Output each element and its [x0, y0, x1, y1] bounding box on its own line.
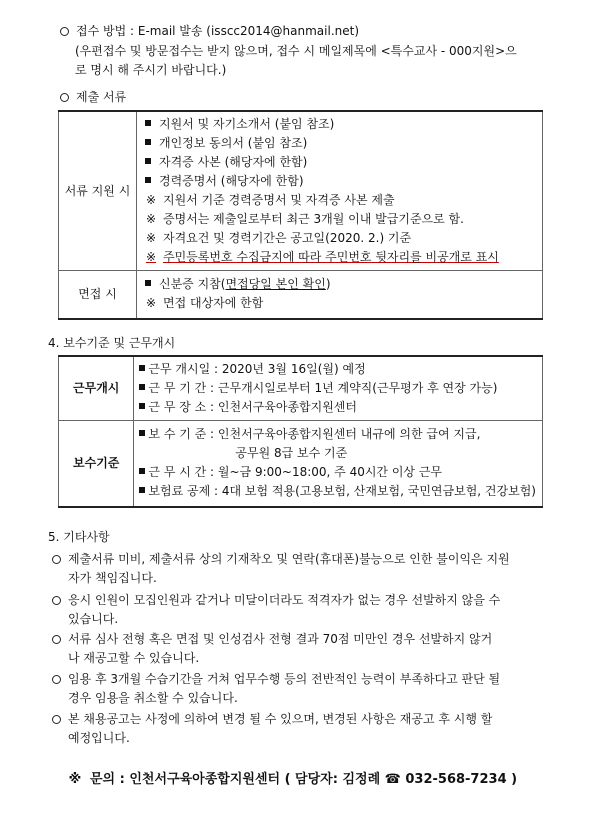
- pay-label: 보수기준: [59, 421, 134, 507]
- circle-bullet-icon: [60, 27, 69, 36]
- list-item: 지원서 및 자기소개서 (붙임 참조): [145, 115, 536, 134]
- square-bullet-icon: [145, 158, 151, 164]
- square-bullet-icon: [139, 468, 145, 474]
- note-item: ※ 지원서 기준 경력증명서 및 자격증 사본 제출: [145, 191, 536, 210]
- list-item: 자격증 사본 (해당자에 한함): [145, 153, 536, 172]
- list-item: 근 무 시 간 : 월~금 9:00~18:00, 주 40시간 이상 근무: [139, 463, 536, 482]
- reference-mark-icon: ※: [145, 296, 157, 311]
- square-bullet-icon: [145, 139, 151, 145]
- documents-table: [58, 110, 543, 320]
- list-item: 보 수 기 준 : 인천서구육아종합지원센터 내규에 의한 급여 지급,: [139, 425, 536, 444]
- note-item-highlight: ※ 주민등록번호 수집금지에 따라 주민번호 뒷자리를 비공개로 표시: [145, 248, 536, 267]
- list-item: 임용 후 3개월 수습기간을 거쳐 업무수행 등의 전반적인 능력이 부족하다고 판단 될 경우 임용을 취소할 수 있습니다.: [52, 670, 552, 708]
- application-method: 접수 방법 : E-mail 발송 (isscc2014@hanmail.net): [60, 22, 359, 41]
- contact-line: [68, 770, 517, 789]
- documents-heading: [60, 88, 126, 107]
- method-value: E-mail 발송 (isscc2014@hanmail.net): [137, 24, 360, 38]
- circle-bullet-icon: [52, 675, 61, 684]
- note-item: ※ 증명서는 제출일로부터 최근 3개월 이내 발급기준으로 함.: [145, 210, 536, 229]
- reference-mark-icon: ※: [68, 772, 82, 787]
- square-bullet-icon: [139, 384, 145, 390]
- list-item: 보험료 공제 : 4대 보험 적용(고용보험, 산재보험, 국민연금보험, 건강보험): [139, 482, 536, 501]
- square-bullet-icon: [139, 365, 145, 371]
- square-bullet-icon: [145, 177, 151, 183]
- pay-row: [59, 421, 543, 507]
- documents-row-interview: [59, 271, 543, 319]
- list-item: 본 채용공고는 사정에 의하여 변경 될 수 있으며, 변경된 사항은 재공고 후 시행 할 예정입니다.: [52, 710, 552, 748]
- documents-row-content: [137, 111, 543, 271]
- square-bullet-icon: [145, 280, 151, 286]
- list-item: 서류 심사 전형 혹은 면접 및 인성검사 전형 결과 70점 미만인 경우 선발하지 않거 나 재공고할 수 있습니다.: [52, 630, 552, 668]
- square-bullet-icon: [145, 120, 151, 126]
- list-item: 신분증 지참(면접당일 본인 확인): [145, 275, 536, 294]
- list-item: 응시 인원이 모집인원과 같거나 미달이더라도 적격자가 없는 경우 선발하지 않을 수 있습니다.: [52, 591, 552, 629]
- circle-bullet-icon: [52, 635, 61, 644]
- application-note-line1: (우편접수 및 방문접수는 받지 않으며, 접수 시 메일제목에 <특수교사 - 000지원>으: [75, 44, 517, 58]
- list-item: 근 무 기 간 : 근무개시일로부터 1년 계약직(근무평가 후 연장 가능): [139, 379, 536, 398]
- list-item: 경력증명서 (해당자에 한함): [145, 172, 536, 191]
- application-note-line2: 로 명시 해 주시기 바랍니다.): [75, 63, 227, 77]
- list-item: 개인정보 동의서 (붙임 참조): [145, 134, 536, 153]
- square-bullet-icon: [139, 487, 145, 493]
- work-content: [134, 356, 543, 421]
- circle-bullet-icon: [60, 93, 69, 102]
- square-bullet-icon: [139, 403, 145, 409]
- circle-bullet-icon: [52, 596, 61, 605]
- note-item: ※ 면접 대상자에 한함: [145, 294, 536, 313]
- documents-heading-text: 제출 서류: [76, 90, 127, 104]
- documents-row-label: 면접 시: [59, 271, 137, 319]
- method-label: 접수 방법: [76, 24, 127, 38]
- square-bullet-icon: [139, 430, 145, 436]
- contact-text: 문의 : 인천서구육아종합지원센터 ( 담당자: 김정례 ☎ 032-568-7234 ): [90, 772, 518, 787]
- list-item-continuation: 공무원 8급 보수 기준: [235, 446, 348, 461]
- reference-mark-icon: ※: [145, 231, 157, 245]
- documents-row-application: [59, 111, 543, 271]
- documents-row-label: 서류 지원 시: [59, 111, 137, 271]
- work-row: [59, 356, 543, 421]
- pay-content: [134, 421, 543, 507]
- list-item: 제출서류 미비, 제출서류 상의 기재착오 및 연락(휴대폰)불능으로 인한 불이익은 지원 자가 책임집니다.: [52, 550, 552, 588]
- list-item: 근 무 장 소 : 인천서구육아종합지원센터: [139, 398, 536, 417]
- reference-mark-icon: ※: [145, 193, 157, 207]
- reference-mark-icon: ※: [145, 250, 157, 264]
- circle-bullet-icon: [52, 555, 61, 564]
- note-item: ※ 자격요건 및 경력기간은 공고일(2020. 2.) 기준: [145, 229, 536, 248]
- pay-table: [58, 355, 543, 508]
- reference-mark-icon: ※: [145, 212, 157, 226]
- circle-bullet-icon: [52, 715, 61, 724]
- section5-heading: 5. 기타사항: [48, 530, 110, 544]
- documents-row-content: [137, 271, 543, 319]
- section4-heading: 4. 보수기준 및 근무개시: [48, 336, 176, 350]
- work-label: 근무개시: [59, 356, 134, 421]
- list-item: 근무 개시일 : 2020년 3월 16일(월) 예정: [139, 360, 536, 379]
